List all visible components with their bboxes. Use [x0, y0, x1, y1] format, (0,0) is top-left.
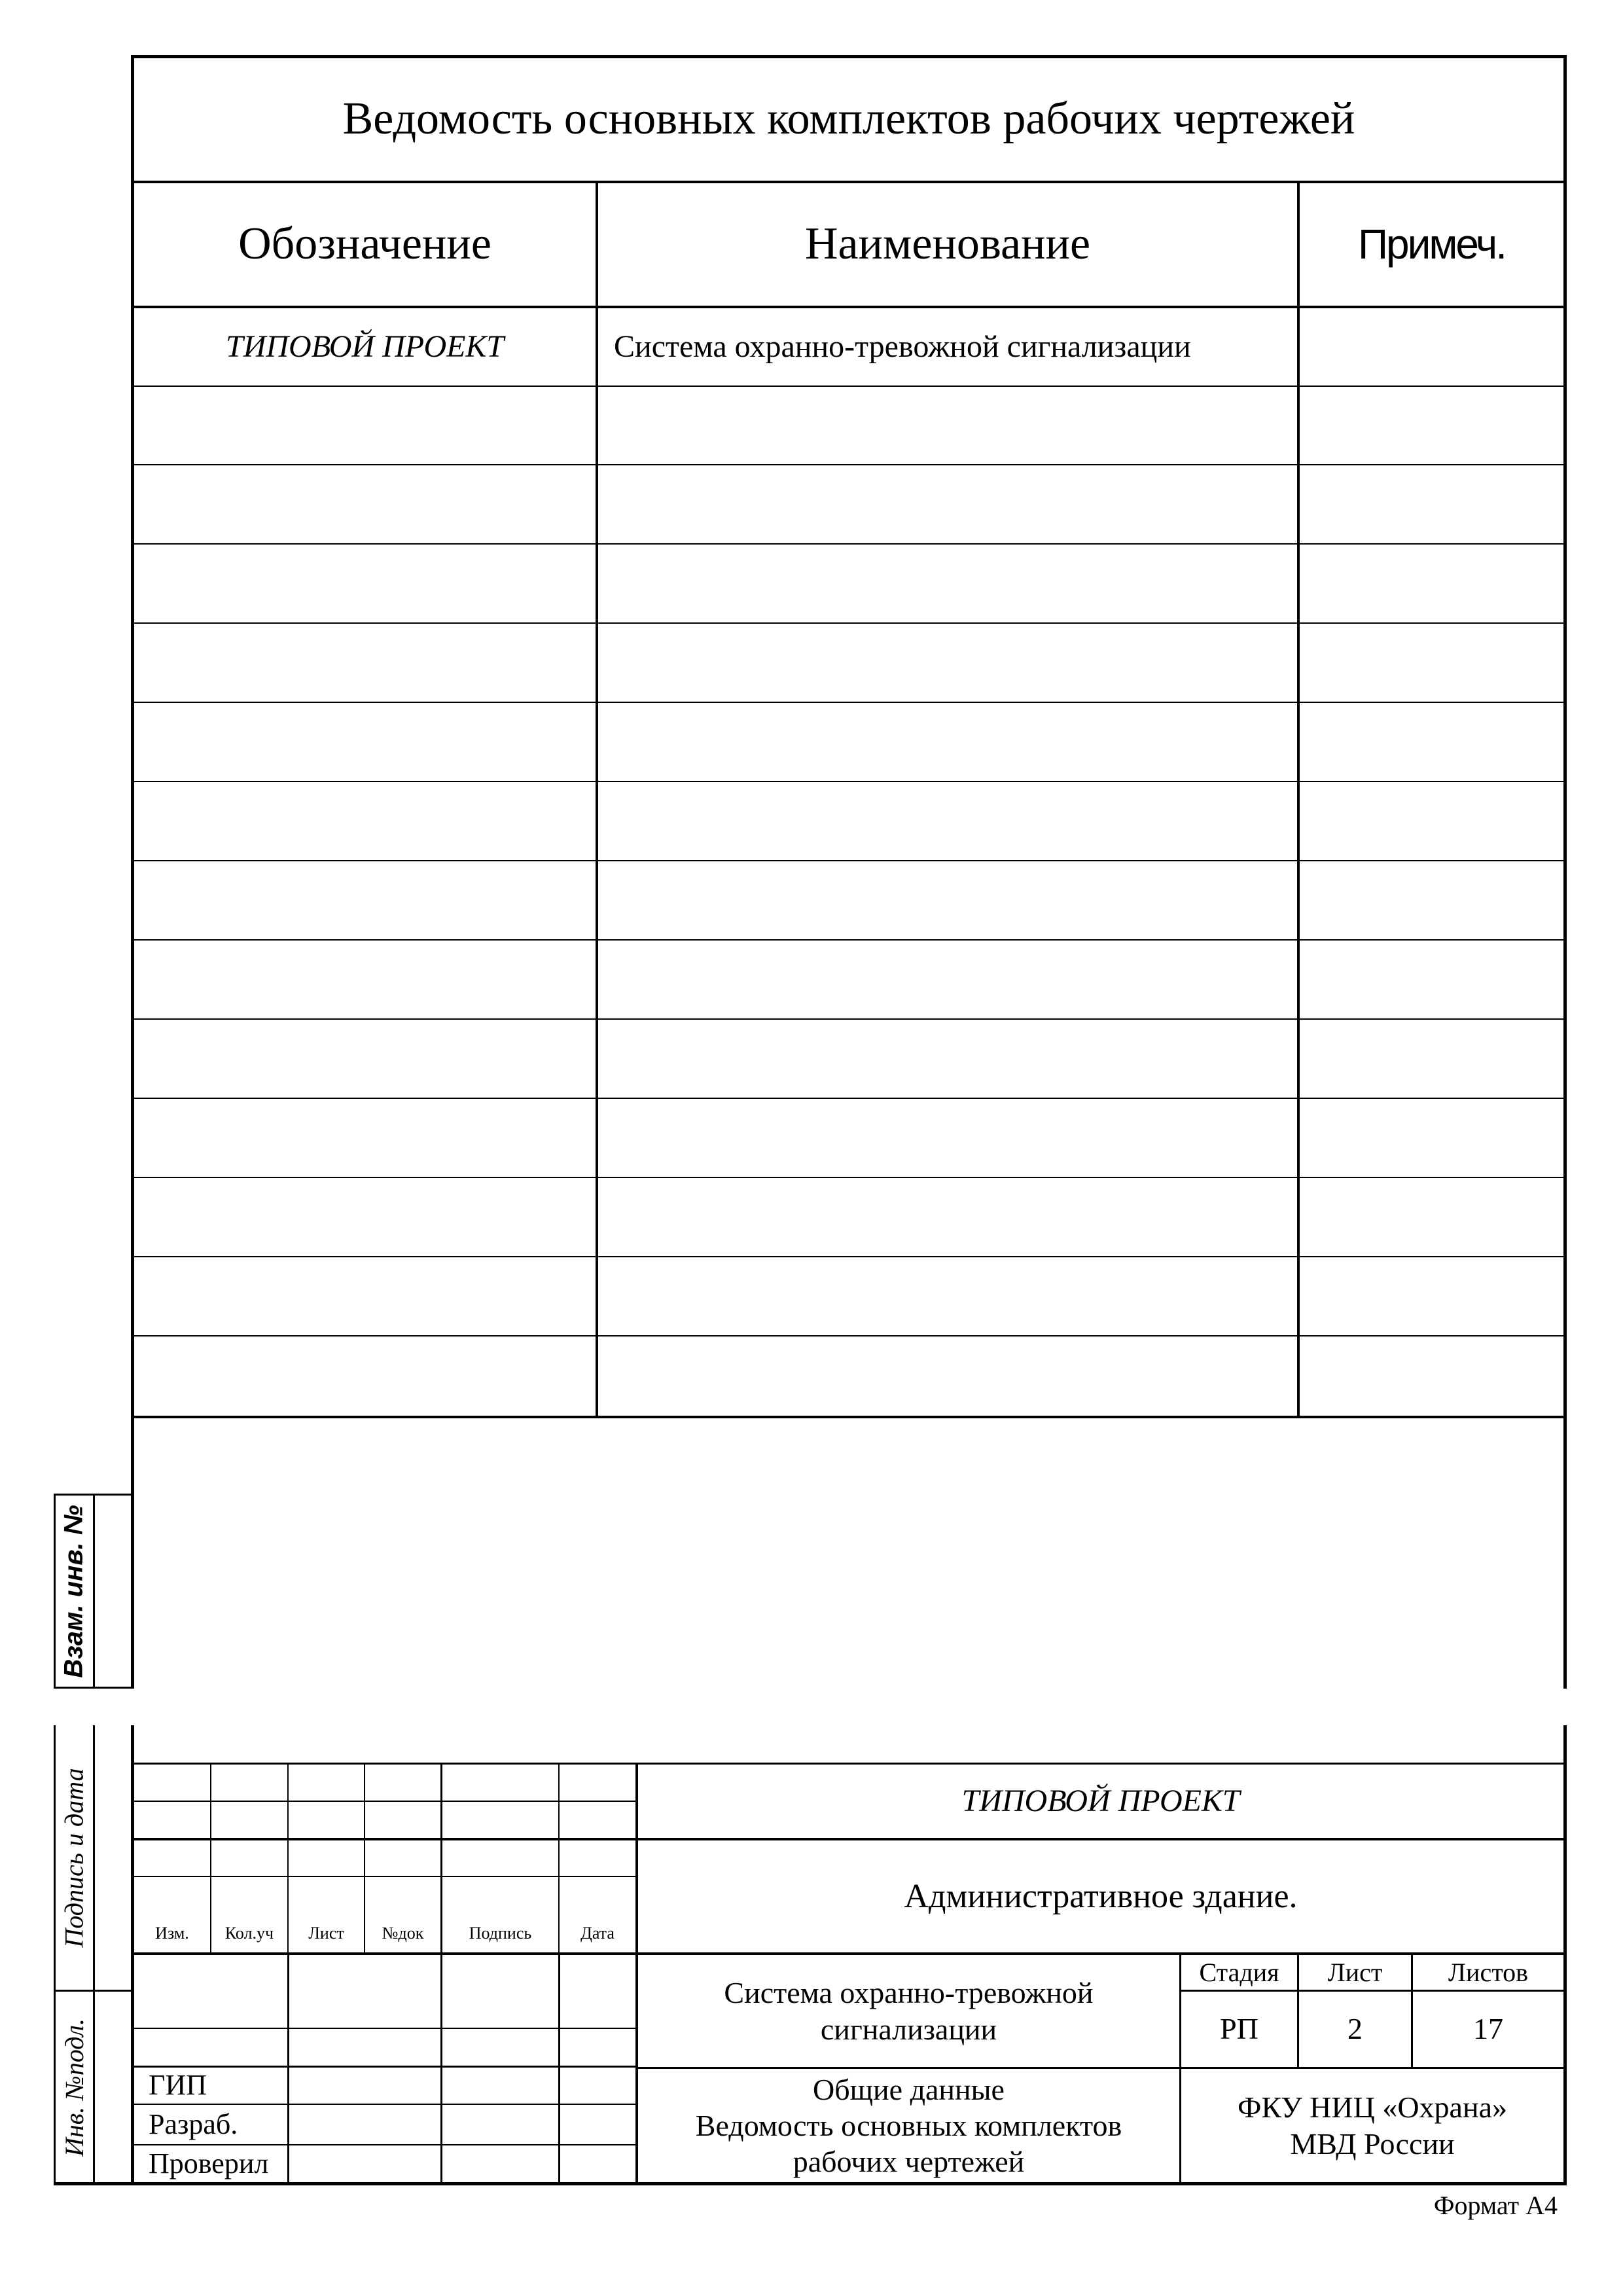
stamp-system-name: [638, 1955, 1179, 2067]
stamp-doc-title-line3: рабочих чертежей: [793, 2145, 1025, 2179]
table-row-name: Система охранно-тревожной сигнализации: [614, 329, 1191, 365]
stamp-stage-label: Стадия: [1199, 1957, 1279, 1987]
stamp-sheet-label: Лист: [1327, 1957, 1383, 1987]
stamp-org-line1: ФКУ НИЦ «Охрана»: [1237, 2090, 1507, 2125]
stamp-role-razrab: Разраб.: [149, 2108, 238, 2140]
stamp-col-list: Лист: [308, 1924, 344, 1943]
stamp-col-kol: Кол.уч: [224, 1924, 274, 1943]
side-label-inv: Инв. №подл.: [60, 2018, 89, 2157]
stamp-role-gip: ГИП: [149, 2069, 207, 2102]
stamp-org-line2: МВД России: [1290, 2126, 1455, 2161]
stamp-col-izm: Изм.: [155, 1924, 189, 1943]
stamp-doc-title-line2: Ведомость основных комплектов: [695, 2108, 1122, 2142]
stamp-col-ndok: №док: [382, 1924, 424, 1943]
stamp-role-proveril: Проверил: [149, 2147, 269, 2179]
header-name: Наименование: [804, 219, 1091, 270]
stamp-project-type: ТИПОВОЙ ПРОЕКТ: [961, 1784, 1240, 1819]
header-note: Примеч.: [1358, 220, 1505, 268]
stamp-col-podpis: Подпись: [469, 1924, 532, 1943]
stamp-sheets-value: 17: [1473, 2012, 1503, 2046]
side-label-podpis: Подпись и дата: [60, 1767, 90, 1948]
stamp-organization: [1181, 2069, 1563, 2182]
stamp-stage-value: РП: [1220, 2012, 1258, 2046]
stamp-sheets-label: Листов: [1448, 1957, 1529, 1987]
table-row-designation: ТИПОВОЙ ПРОЕКТ: [226, 329, 504, 365]
stamp-object-name: Административное здание.: [904, 1877, 1298, 1915]
side-label-vzam: Взам. инв. №: [60, 1504, 88, 1678]
stamp-sheet-value: 2: [1347, 2012, 1363, 2046]
stamp-col-data: Дата: [580, 1924, 615, 1943]
stamp-system-name-line2: сигнализации: [820, 2012, 997, 2046]
format-label: Формат А4: [1433, 2191, 1558, 2220]
page-title: Ведомость основных комплектов рабочих чертежей: [342, 94, 1355, 145]
stamp-doc-title-line1: Общие данные: [813, 2072, 1005, 2106]
table-row-note: [1300, 308, 1563, 386]
stamp-doc-title: [638, 2069, 1179, 2182]
header-designation: Обозначение: [238, 219, 491, 270]
stamp-system-name-line1: Система охранно-тревожной: [724, 1976, 1094, 2010]
